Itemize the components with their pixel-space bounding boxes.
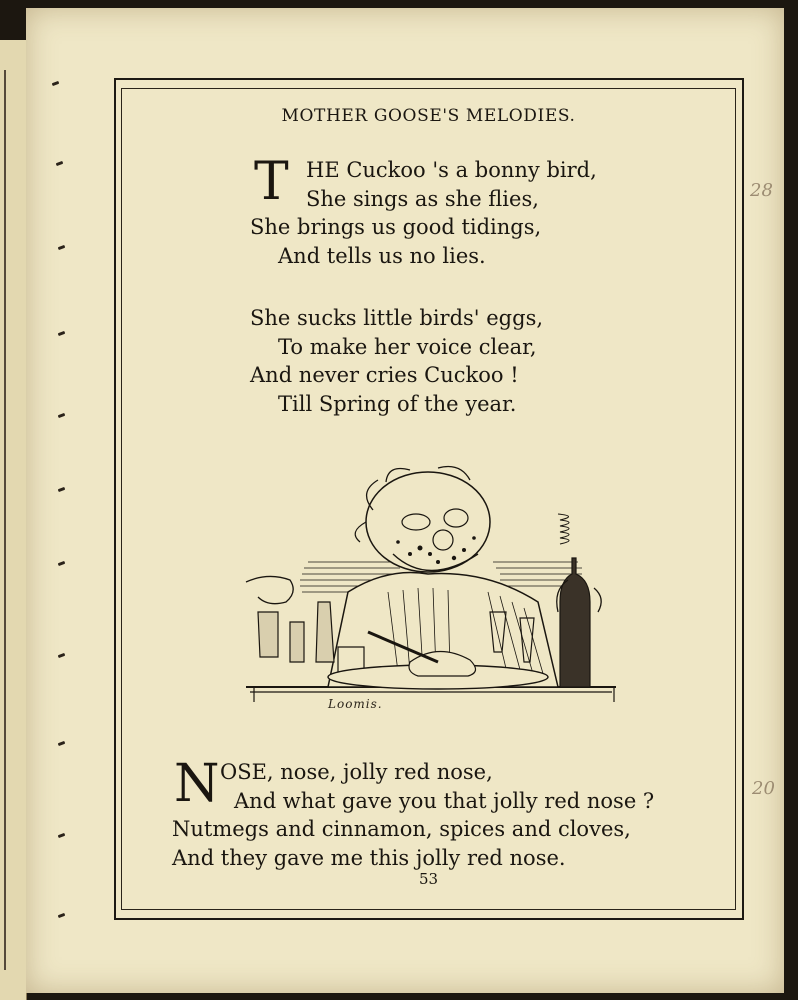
poem-line: Till Spring of the year. — [278, 391, 517, 416]
margin-note: 20 — [752, 778, 775, 799]
margin-note: 28 — [750, 180, 773, 201]
illustrator-signature: Loomis. — [328, 697, 383, 711]
poem-line: OSE, nose, jolly red nose, — [220, 760, 493, 784]
drop-cap-t: T — [254, 152, 289, 212]
facing-page-border — [4, 70, 6, 970]
poem-line: And they gave me this jolly red nose. — [172, 845, 566, 870]
jolly-man-illustration — [238, 462, 623, 712]
poem-line: Nutmegs and cinnamon, spices and cloves, — [172, 817, 631, 841]
poem-line: And never cries Cuckoo ! — [250, 363, 519, 387]
poem-line: She sucks little birds' eggs, — [250, 306, 544, 330]
page-number: 53 — [419, 870, 439, 888]
poem-cuckoo — [250, 152, 597, 418]
poem-line: And tells us no lies. — [278, 243, 486, 268]
poem-line: HE Cuckoo 's a bonny bird, — [306, 158, 597, 182]
drop-cap-n: N — [174, 754, 220, 814]
poem-line: To make her voice clear, — [278, 334, 537, 359]
poem-line: She brings us good tidings, — [250, 215, 542, 239]
poem-jolly-red-nose — [172, 754, 655, 872]
poem-line: And what gave you that jolly red nose ? — [234, 788, 655, 813]
facing-page-edge — [0, 40, 27, 1000]
running-header: MOTHER GOOSE'S MELODIES. — [281, 106, 576, 126]
poem-line: She sings as she flies, — [306, 186, 539, 211]
